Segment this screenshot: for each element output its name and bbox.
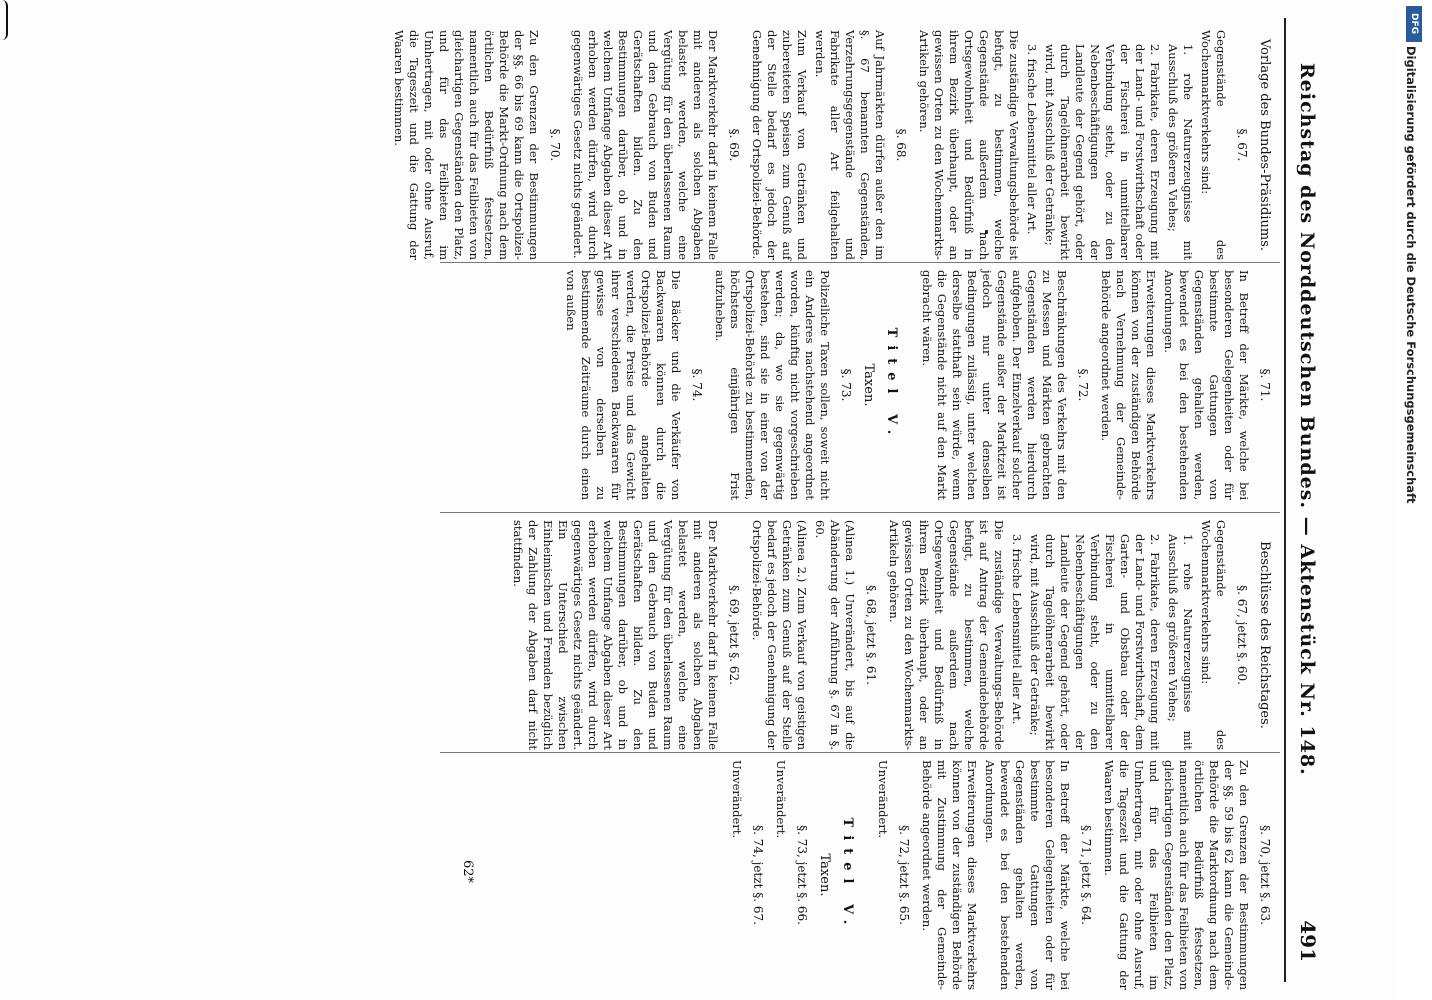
paragraph: Zu den Grenzen der Bestimmungen der §§. 66 bis 69 kann die Ortspolizei-Behörde die Markt-Ordnung nach dem örtlichen Bedürfniß festsetzen, namentlich auch für das Feilbieten von gleichartigen Gegenständen den Platz, und für das Feilbieten im Umhertragen, mit oder ohne Ausruf, die Tageszeit und die Gattung der Waaren bestimmen. bbox=[392, 30, 541, 260]
section-74: §. 74. bbox=[690, 368, 704, 402]
paragraph: Die Bäcker und die Verkäufer von Backwaaren können durch die Ortspolizei-Behörde angehalten werden, die Preise und das Gewicht ihrer verschiedenen Backwaaren für gewisse von derselben zu bestimmende Zeiträume durch einen von außen bbox=[564, 270, 683, 500]
column-beschluesse-part1 bbox=[507, 520, 1280, 750]
section-68: §. 68. bbox=[894, 128, 908, 162]
section-70: §. 70. bbox=[548, 128, 562, 162]
dfg-credit-text: Digitalisierung gefördert durch die Deutsche Forschungsgemeinschaft bbox=[1404, 46, 1418, 504]
paragraph: Polizeiliche Taxen sollen, soweit nicht ein Anderes nachstehend angeordnet worden, künftig nicht vorgeschrieben werden; da, wo sie gegenwärtig bestehen, sind sie in einer von der Ortspolizei-Behörde zu bestimmenden, höchstens einjährigen Frist aufzuheben. bbox=[713, 270, 832, 500]
column-divider bbox=[440, 512, 1280, 513]
column-divider bbox=[440, 752, 1280, 753]
header-rule bbox=[1284, 18, 1286, 982]
paragraph: Erweiterungen dieses Marktverkehrs können von der zuständigen Behörde mit Zustimmung der Gemeinde-Behörde angeordnet werden. bbox=[920, 760, 979, 990]
section-73: §. 73. bbox=[839, 368, 853, 402]
paragraph: Zum Verkauf von Getränken und zubereiteten Speisen zum Genuß auf der Stelle bedarf es jedoch der Genehmigung der Ortspolizei-Behörde. bbox=[750, 30, 809, 260]
paragraph: (Alinea 2.) Zum Verkauf von geistigen Getränken zum Genuß auf der Stelle bedarf es jedoch der Genehmigung der Ortspolizei-Behörde. bbox=[750, 520, 809, 750]
signature-mark: 62* bbox=[460, 860, 475, 884]
paragraph: In Betreff der Märkte, welche bei besonderen Gelegenheiten oder für bestimmte Gattungen von Gegenständen gehalten werden, bewendet es bei den bestehenden Anordnungen. bbox=[983, 760, 1072, 990]
paragraph: Auf Jahrmärkten dürfen außer den im §. 67 benannten Gegenständen, Verzehrungsgegenstände und Fabrikate aller Art feilgehalten werden. bbox=[813, 30, 887, 260]
section-69-now-62: §. 69, jetzt §. 62. bbox=[727, 585, 741, 685]
title-heading: Titel V. bbox=[840, 817, 855, 933]
page-header bbox=[1288, 18, 1322, 982]
paragraph: Erweiterungen dieses Marktverkehrs können von der zuständigen Behörde nach Vernehmung der Gemeinde-Behörde angeordnet werden. bbox=[1099, 270, 1158, 500]
column-caption: Vorlage des Bundes-Präsidiums. bbox=[1257, 38, 1272, 251]
section-72: §. 72. bbox=[1076, 368, 1090, 402]
section-68-now-61: §. 68, jetzt §. 61. bbox=[864, 585, 878, 685]
section-67: §. 67. bbox=[1235, 128, 1249, 162]
column-divider bbox=[440, 262, 1280, 263]
dfg-logo: DFG bbox=[1406, 6, 1422, 42]
paragraph: Der Marktverkehr darf in keinem Falle mit anderen als solchen Abgaben belastet werden, welche eine Vergütung für den überlassenen Raum und den Gebrauch von Buden und Gerätschaften bilden. Zu den Bestimmungen darüber, ob und in welchem Umfange Abgaben dieser Art erhoben werden dürfen, wird durch gegenwärtiges Gesetz nichts geändert. Ein Unterschied zwischen Einheimischen und Fremden bezüglich der Zahlung der Abgaben darf nicht stattfinden. bbox=[511, 520, 720, 750]
list-item: 1. rohe Naturerzeugnisse mit Ausschluß des größeren Viehes; bbox=[1166, 534, 1195, 750]
section-71-now-64: §. 71, jetzt §. 64. bbox=[1079, 825, 1093, 925]
section-73-now-66: §. 73, jetzt §. 66. bbox=[795, 825, 809, 925]
paragraph: In Betreff der Märkte, welche bei besonderen Gelegenheiten oder für bestimmte Gattungen von Gegenständen gehalten werden, bewendet es bei den bestehenden Anordnungen. bbox=[1162, 270, 1251, 500]
paragraph: Zu den Grenzen der Bestimmungen der §§. 59 bis 62 kann die Gemeinde-Behörde die Marktordnung nach dem örtlichen Bedürfniß festsetzen, namentlich auch für das Feilbieten von gleichartigen Gegenständen den Platz, und für das Feilbieten im Umhertragen, mit oder ohne Ausruf, die Tageszeit und die Gattung der Waaren bestimmen. bbox=[1102, 760, 1251, 990]
paragraph: Unverändert. bbox=[876, 760, 890, 839]
paragraph: Die zuständige Verwaltungs-Behörde ist auf Antrag der Gemeindebehörde befugt, zu bestimmen, welche Gegenstände außerdem nach Ortsgewohnheit und Bedürfniß in ihrem Bezirk überhaupt, oder an gewissen Orten zu den Wochenmarkts-Artikeln gehören. bbox=[887, 520, 1006, 750]
section-69: §. 69. bbox=[727, 128, 741, 162]
title-subheading: Taxen. bbox=[817, 853, 832, 897]
dfg-credit-strip bbox=[1396, 0, 1432, 1000]
paragraph: Unverändert. bbox=[774, 760, 788, 839]
column-beschluesse-part2 bbox=[726, 760, 1280, 990]
section-71: §. 71. bbox=[1258, 368, 1272, 402]
column-caption: Beschlüsse des Reichstages. bbox=[1257, 541, 1272, 729]
paragraph: Gegenstände des Wochenmarktverkehrs sind: bbox=[1199, 520, 1228, 750]
section-67-now-60: §. 67, jetzt §. 60. bbox=[1235, 585, 1249, 685]
list-item: 1. rohe Naturerzeugnisse mit Ausschluß des größeren Viehes; bbox=[1166, 44, 1195, 260]
title-subheading: Taxen. bbox=[861, 363, 876, 407]
section-70-now-63: §. 70, jetzt §. 63. bbox=[1258, 825, 1272, 925]
title-heading: Titel V. bbox=[884, 327, 899, 443]
column-vorlage-part2 bbox=[560, 270, 1280, 500]
section-72-now-65: §. 72, jetzt §. 65. bbox=[897, 825, 911, 925]
list-item: 2. Fabrikate, deren Erzeugung mit der Land- und Forstwirthschaft, dem Garten- und Obstbau oder der Fischerei in unmittelbarer Verbindung steht, oder zu den Nebenbeschäftigungen der Landleute der Gegend gehört, oder durch Tagelöhnerarbeit bewirkt wird, mit Ausschluß der Getränke; bbox=[1028, 534, 1162, 750]
running-title: Reichstag des Norddeutschen Bundes. — Aktenstück Nr. 148. bbox=[1296, 63, 1318, 776]
column-vorlage-part1 bbox=[388, 30, 1280, 260]
paragraph: Unverändert. bbox=[730, 760, 744, 839]
paragraph: Gegenstände des Wochenmarktverkehrs sind: bbox=[1199, 30, 1228, 260]
paragraph: Der Marktverkehr darf in keinem Falle mit anderen als solchen Abgaben belastet werden, welche eine Vergütung für den überlassenen Raum und den Gebrauch von Buden und Gerätschaften bilden. Zu den Bestimmungen darüber, ob und in welchem Umfange Abgaben dieser Art erhoben werden dürfen, wird durch gegenwärtiges Gesetz nichts geändert. bbox=[571, 30, 720, 260]
list-item: 3. frische Lebensmittel aller Art. bbox=[1010, 534, 1024, 725]
paragraph: Die zuständige Verwaltungsbehörde ist befugt, zu bestimmen, welche Gegenstände außerdem nach Ortsgewohnheit und Bedürfniß in ihrem Bezirk überhaupt, oder an gewissen Orten zu den Wochenmarkts-Artikeln gehören. bbox=[917, 30, 1021, 260]
list-item: 2. Fabrikate, deren Erzeugung mit der Land- und Forstwirthschaft oder der Fischerei in unmittelbarer Verbindung steht, oder zu den Nebenbeschäftigungen der Landleute der Gegend gehört, oder durch Tagelöhnerarbeit bewirkt wird, mit Ausschluß der Getränke; bbox=[1043, 44, 1162, 260]
paragraph: Beschränkungen des Verkehrs mit den zu Messen und Märkten gebrachten Gegenständen werden hierdurch aufgehoben. Der Einzelverkauf solcher Gegenstände außer der Marktzeit ist jedoch nur unter denselben Bedingungen zulässig, unter welchen derselbe statthaft sein würde, wenn die Gegenstände nicht auf den Markt gebracht wären. bbox=[920, 270, 1069, 500]
section-74-now-67: §. 74, jetzt §. 67. bbox=[751, 825, 765, 925]
list-item: 3. frische Lebensmittel aller Art. bbox=[1025, 44, 1039, 235]
paragraph: (Alinea 1.) Unverändert, bis auf die Abänderung der Anführung §. 67 in §. 60. bbox=[813, 520, 857, 750]
page-number: 491 bbox=[1296, 920, 1320, 962]
